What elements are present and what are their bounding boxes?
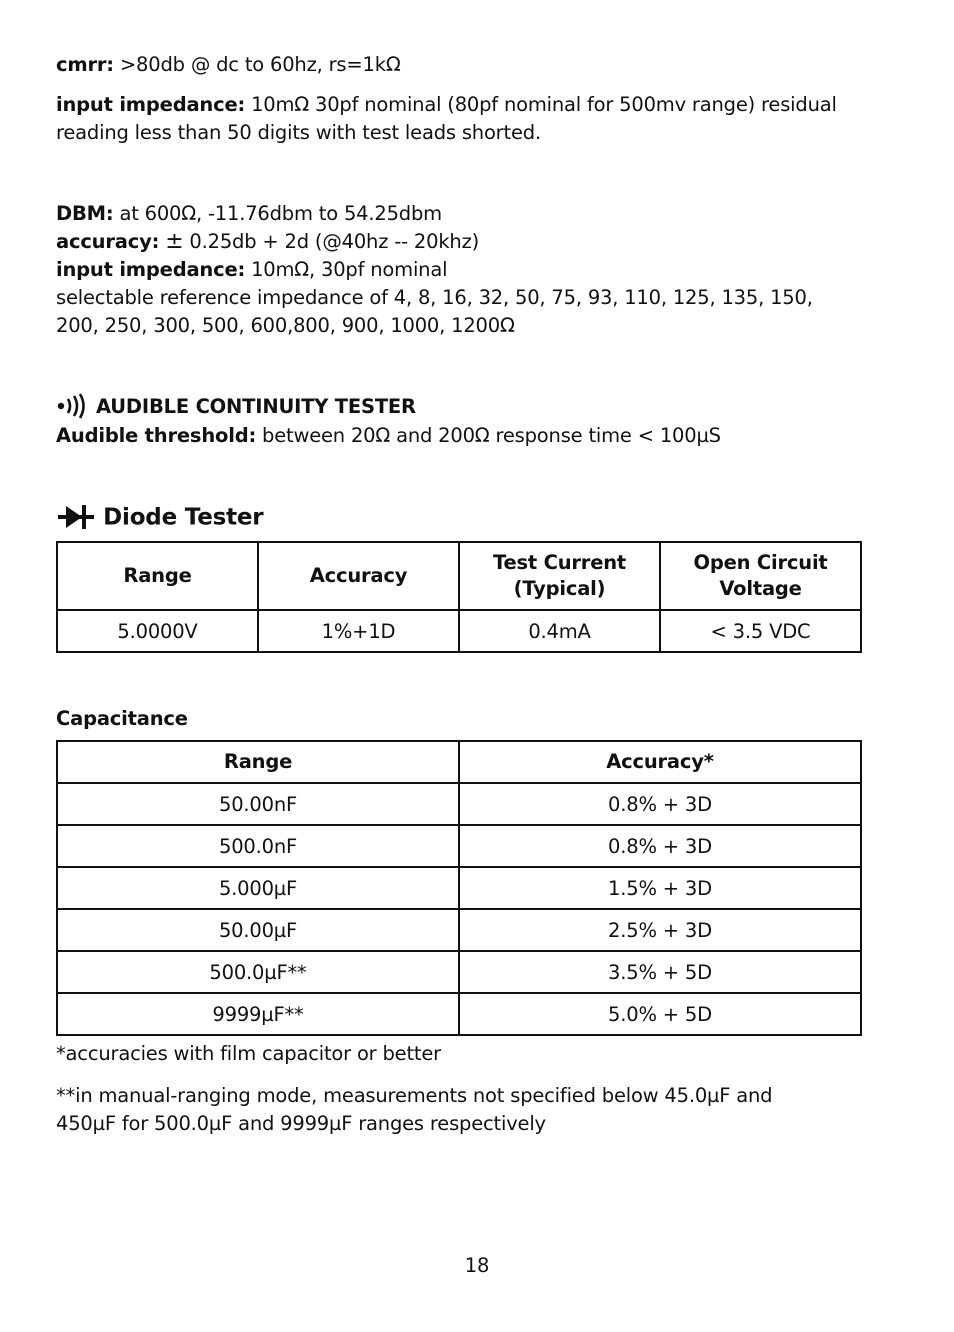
dbm-spec (56, 200, 442, 228)
dbm-accuracy (56, 228, 479, 256)
dbm-accuracy-label: accuracy: (56, 230, 160, 253)
column-header-accuracy: Accuracy* (459, 741, 861, 783)
input-impedance-label: input impedance: (56, 93, 246, 116)
dbm-input-impedance (56, 256, 447, 284)
table-cell: 3.5% + 5D (459, 951, 861, 993)
capacitance-heading: Capacitance (56, 707, 188, 730)
table-row (57, 783, 861, 825)
table-cell: 5.0% + 5D (459, 993, 861, 1035)
sound-waves-icon (56, 393, 90, 422)
table-cell: 0.4mA (459, 610, 660, 652)
table-header-row (57, 542, 861, 610)
table-cell: 500.0nF (57, 825, 459, 867)
column-header-range: Range (57, 542, 258, 610)
dbm-accuracy-value: 0.25db + 2d (@40hz -- 20khz) (183, 230, 480, 253)
table-header-row (57, 741, 861, 783)
table-row (57, 610, 861, 652)
audible-threshold-value: between 20Ω and 200Ω response time < 100µS (256, 424, 721, 447)
table-cell: 1.5% + 3D (459, 867, 861, 909)
table-cell: 500.0µF** (57, 951, 459, 993)
diode-icon (56, 503, 96, 533)
input-impedance-value: 10mΩ 30pf nominal (80pf nominal for 500mv range) residual (245, 93, 837, 116)
table-cell: 50.00µF (57, 909, 459, 951)
plus-minus-symbol: ± (165, 229, 184, 254)
diode-heading: Diode Tester (103, 504, 264, 531)
table-row (57, 867, 861, 909)
dbm-impedance-label: input impedance: (56, 258, 246, 281)
table-row (57, 909, 861, 951)
table-cell: 0.8% + 3D (459, 825, 861, 867)
input-impedance-spec (56, 91, 837, 119)
column-header-range: Range (57, 741, 459, 783)
cmrr-value: >80db @ dc to 60hz, rs=1kΩ (113, 53, 401, 76)
table-cell: < 3.5 VDC (660, 610, 861, 652)
column-header-accuracy: Accuracy (258, 542, 459, 610)
column-header-open-circuit-voltage: Open Circuit Voltage (660, 542, 861, 610)
dbm-value: at 600Ω, -11.76dbm to 54.25dbm (113, 202, 442, 225)
table-cell: 5.0000V (57, 610, 258, 652)
diode-heading-row (56, 503, 263, 533)
audible-threshold-label: Audible threshold: (56, 424, 257, 447)
diode-table (56, 541, 862, 653)
column-header-test-current: Test Current (Typical) (459, 542, 660, 610)
dbm-impedance-value: 10mΩ, 30pf nominal (245, 258, 448, 281)
table-row (57, 825, 861, 867)
cmrr-spec (56, 51, 401, 79)
table-cell: 50.00nF (57, 783, 459, 825)
dbm-label: DBM: (56, 202, 114, 225)
table-cell: 2.5% + 3D (459, 909, 861, 951)
page-number: 18 (464, 1254, 490, 1277)
reference-impedance-line2: 200, 250, 300, 500, 600,800, 900, 1000, 1200Ω (56, 314, 515, 337)
capacitance-note-1: *accuracies with film capacitor or better (56, 1042, 441, 1065)
input-impedance-continuation: reading less than 50 digits with test leads shorted. (56, 121, 541, 144)
capacitance-table (56, 740, 862, 1036)
table-cell: 0.8% + 3D (459, 783, 861, 825)
cmrr-label: cmrr: (56, 53, 114, 76)
reference-impedance-line1: selectable reference impedance of 4, 8, 16, 32, 50, 75, 93, 110, 125, 135, 150, (56, 286, 813, 309)
continuity-heading: AUDIBLE CONTINUITY TESTER (96, 395, 416, 418)
table-cell: 9999µF** (57, 993, 459, 1035)
continuity-heading-row (56, 393, 416, 422)
table-cell: 5.000µF (57, 867, 459, 909)
table-row (57, 993, 861, 1035)
audible-threshold (56, 422, 721, 450)
table-cell: 1%+1D (258, 610, 459, 652)
table-row (57, 951, 861, 993)
capacitance-note-2-line2: 450µF for 500.0µF and 9999µF ranges respectively (56, 1112, 546, 1135)
capacitance-note-2-line1: **in manual-ranging mode, measurements not specified below 45.0µF and (56, 1084, 773, 1107)
